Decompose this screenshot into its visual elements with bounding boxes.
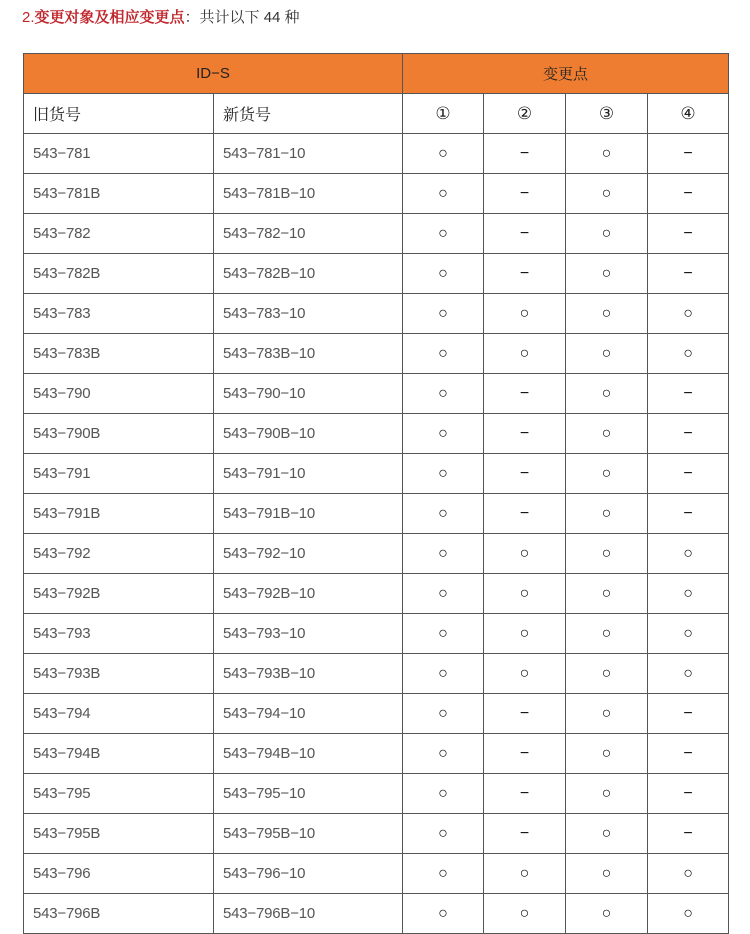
point-1-cell: ○ [403, 894, 484, 934]
new-code-cell: 543−781B−10 [214, 174, 403, 214]
new-code-cell: 543−795−10 [214, 774, 403, 814]
point-3-cell: ○ [566, 814, 648, 854]
point-4-cell: ○ [648, 654, 729, 694]
point-2-cell: − [484, 814, 566, 854]
heading-count: ：共计以下 44 种 [184, 9, 300, 26]
point-1-cell: ○ [403, 454, 484, 494]
point-3-cell: ○ [566, 414, 648, 454]
old-code-cell: 543−792 [24, 534, 214, 574]
table-row [24, 854, 729, 894]
column-header-point-1: ① [403, 94, 484, 134]
new-code-cell: 543−792B−10 [214, 574, 403, 614]
point-1-cell: ○ [403, 654, 484, 694]
point-3-cell: ○ [566, 294, 648, 334]
point-2-cell: ○ [484, 894, 566, 934]
table-column-header [24, 94, 729, 134]
old-code-cell: 543−794 [24, 694, 214, 734]
point-3-cell: ○ [566, 654, 648, 694]
table-body [24, 134, 729, 934]
table-row [24, 534, 729, 574]
point-3-cell: ○ [566, 174, 648, 214]
point-2-cell: − [484, 214, 566, 254]
point-4-cell: − [648, 774, 729, 814]
point-2-cell: ○ [484, 574, 566, 614]
point-1-cell: ○ [403, 534, 484, 574]
point-1-cell: ○ [403, 254, 484, 294]
point-2-cell: − [484, 254, 566, 294]
point-1-cell: ○ [403, 774, 484, 814]
column-header-point-2: ② [484, 94, 566, 134]
old-code-cell: 543−791 [24, 454, 214, 494]
point-4-cell: ○ [648, 534, 729, 574]
old-code-cell: 543−781 [24, 134, 214, 174]
table-row [24, 494, 729, 534]
old-code-cell: 543−795B [24, 814, 214, 854]
table-row [24, 174, 729, 214]
section-heading [22, 7, 300, 29]
point-1-cell: ○ [403, 334, 484, 374]
new-code-cell: 543−793−10 [214, 614, 403, 654]
point-4-cell: − [648, 694, 729, 734]
point-2-cell: − [484, 414, 566, 454]
point-1-cell: ○ [403, 614, 484, 654]
column-header-old-code: 旧货号 [24, 94, 214, 134]
point-2-cell: ○ [484, 654, 566, 694]
point-1-cell: ○ [403, 694, 484, 734]
point-4-cell: ○ [648, 614, 729, 654]
table-row [24, 694, 729, 734]
group-header-id-s: ID−S [24, 54, 403, 94]
point-4-cell: ○ [648, 334, 729, 374]
group-header-change-points: 变更点 [403, 54, 729, 94]
point-3-cell: ○ [566, 214, 648, 254]
point-4-cell: ○ [648, 574, 729, 614]
point-2-cell: − [484, 454, 566, 494]
table-row [24, 254, 729, 294]
point-3-cell: ○ [566, 694, 648, 734]
column-header-point-4: ④ [648, 94, 729, 134]
point-4-cell: ○ [648, 854, 729, 894]
old-code-cell: 543−782 [24, 214, 214, 254]
heading-title: 变更对象及相应变更点 [34, 9, 185, 26]
table-group-header [24, 54, 729, 94]
change-table [23, 53, 729, 934]
table-row [24, 374, 729, 414]
table-row [24, 294, 729, 334]
point-1-cell: ○ [403, 574, 484, 614]
table-row [24, 734, 729, 774]
old-code-cell: 543−783B [24, 334, 214, 374]
table-row [24, 814, 729, 854]
new-code-cell: 543−791−10 [214, 454, 403, 494]
point-2-cell: − [484, 174, 566, 214]
point-2-cell: − [484, 494, 566, 534]
point-1-cell: ○ [403, 734, 484, 774]
point-2-cell: ○ [484, 534, 566, 574]
point-2-cell: − [484, 134, 566, 174]
point-2-cell: ○ [484, 854, 566, 894]
table-row [24, 214, 729, 254]
point-3-cell: ○ [566, 454, 648, 494]
table-row [24, 454, 729, 494]
new-code-cell: 543−794−10 [214, 694, 403, 734]
old-code-cell: 543−796B [24, 894, 214, 934]
old-code-cell: 543−781B [24, 174, 214, 214]
old-code-cell: 543−792B [24, 574, 214, 614]
point-3-cell: ○ [566, 734, 648, 774]
old-code-cell: 543−793B [24, 654, 214, 694]
point-3-cell: ○ [566, 854, 648, 894]
point-1-cell: ○ [403, 374, 484, 414]
point-1-cell: ○ [403, 134, 484, 174]
point-1-cell: ○ [403, 294, 484, 334]
point-3-cell: ○ [566, 254, 648, 294]
table-row [24, 134, 729, 174]
point-2-cell: − [484, 734, 566, 774]
table-row [24, 894, 729, 934]
point-1-cell: ○ [403, 814, 484, 854]
point-4-cell: − [648, 374, 729, 414]
point-3-cell: ○ [566, 894, 648, 934]
point-4-cell: − [648, 414, 729, 454]
table-row [24, 334, 729, 374]
point-2-cell: ○ [484, 334, 566, 374]
point-4-cell: ○ [648, 894, 729, 934]
old-code-cell: 543−796 [24, 854, 214, 894]
old-code-cell: 543−783 [24, 294, 214, 334]
point-4-cell: − [648, 174, 729, 214]
old-code-cell: 543−794B [24, 734, 214, 774]
new-code-cell: 543−790−10 [214, 374, 403, 414]
point-1-cell: ○ [403, 854, 484, 894]
new-code-cell: 543−796−10 [214, 854, 403, 894]
point-3-cell: ○ [566, 494, 648, 534]
point-4-cell: − [648, 214, 729, 254]
column-header-new-code: 新货号 [214, 94, 403, 134]
point-1-cell: ○ [403, 174, 484, 214]
old-code-cell: 543−791B [24, 494, 214, 534]
new-code-cell: 543−791B−10 [214, 494, 403, 534]
point-2-cell: − [484, 694, 566, 734]
old-code-cell: 543−793 [24, 614, 214, 654]
new-code-cell: 543−782B−10 [214, 254, 403, 294]
table-row [24, 414, 729, 454]
point-3-cell: ○ [566, 574, 648, 614]
table-row [24, 654, 729, 694]
point-2-cell: − [484, 374, 566, 414]
heading-number: 2. [22, 9, 35, 26]
new-code-cell: 543−790B−10 [214, 414, 403, 454]
point-4-cell: − [648, 814, 729, 854]
point-3-cell: ○ [566, 534, 648, 574]
point-4-cell: − [648, 494, 729, 534]
point-4-cell: − [648, 254, 729, 294]
point-1-cell: ○ [403, 494, 484, 534]
new-code-cell: 543−783B−10 [214, 334, 403, 374]
old-code-cell: 543−790B [24, 414, 214, 454]
new-code-cell: 543−781−10 [214, 134, 403, 174]
point-1-cell: ○ [403, 414, 484, 454]
point-2-cell: − [484, 774, 566, 814]
point-3-cell: ○ [566, 774, 648, 814]
new-code-cell: 543−794B−10 [214, 734, 403, 774]
point-3-cell: ○ [566, 334, 648, 374]
column-header-point-3: ③ [566, 94, 648, 134]
new-code-cell: 543−792−10 [214, 534, 403, 574]
point-3-cell: ○ [566, 614, 648, 654]
table-row [24, 614, 729, 654]
point-4-cell: ○ [648, 294, 729, 334]
old-code-cell: 543−790 [24, 374, 214, 414]
old-code-cell: 543−795 [24, 774, 214, 814]
table-row [24, 574, 729, 614]
new-code-cell: 543−782−10 [214, 214, 403, 254]
point-3-cell: ○ [566, 374, 648, 414]
point-3-cell: ○ [566, 134, 648, 174]
new-code-cell: 543−796B−10 [214, 894, 403, 934]
new-code-cell: 543−795B−10 [214, 814, 403, 854]
new-code-cell: 543−793B−10 [214, 654, 403, 694]
point-4-cell: − [648, 454, 729, 494]
point-4-cell: − [648, 134, 729, 174]
new-code-cell: 543−783−10 [214, 294, 403, 334]
old-code-cell: 543−782B [24, 254, 214, 294]
table-row [24, 774, 729, 814]
point-4-cell: − [648, 734, 729, 774]
point-2-cell: ○ [484, 294, 566, 334]
point-2-cell: ○ [484, 614, 566, 654]
point-1-cell: ○ [403, 214, 484, 254]
